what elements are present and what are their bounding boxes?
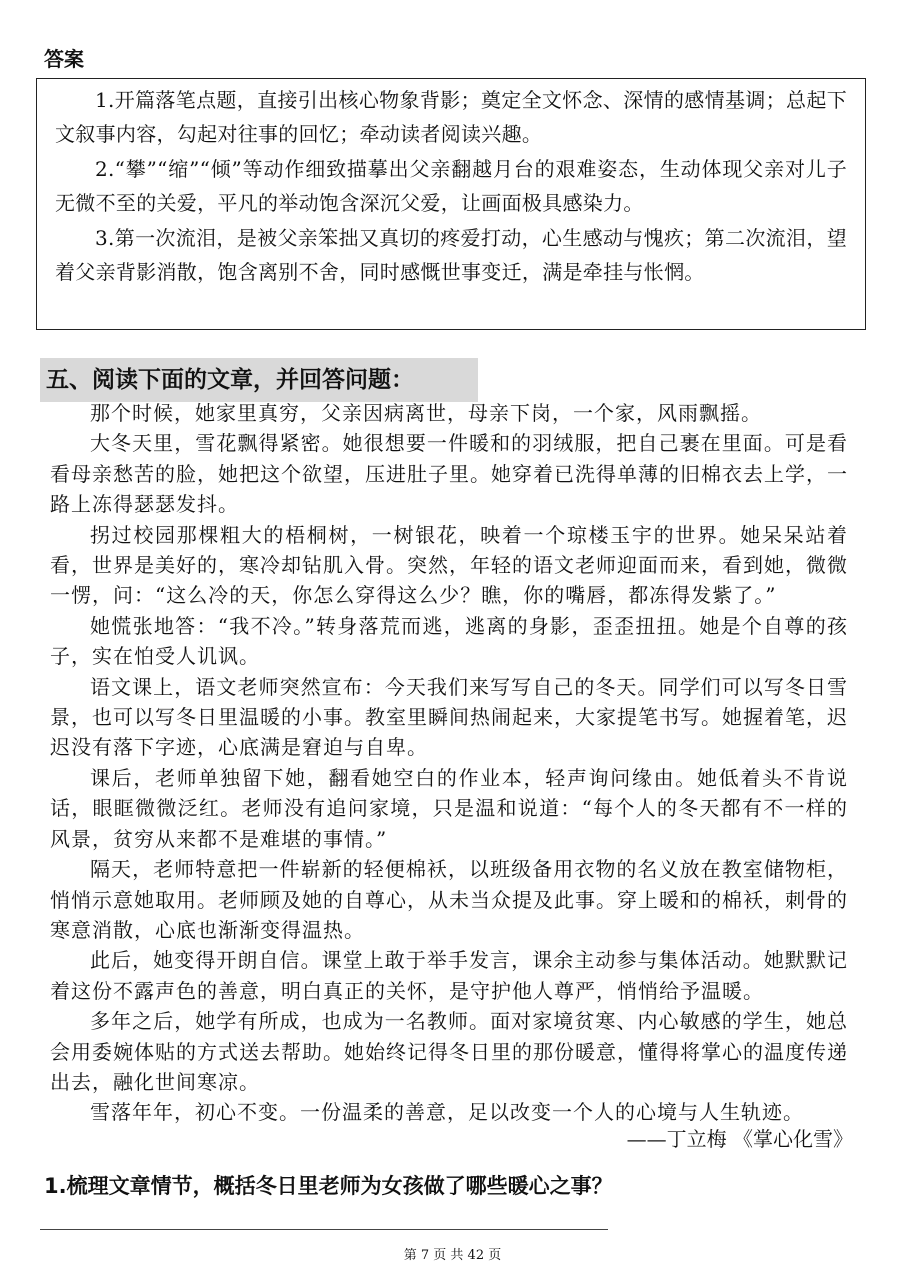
article-paragraph: 隔天，老师特意把一件崭新的轻便棉袄，以班级备用衣物的名义放在教室储物柜，悄悄示意她取用。老师顾及她的自尊心，从未当众提及此事。穿上暖和的棉袄，刺骨的寒意消散，心底也渐渐变得温热。 [50, 857, 848, 942]
answer-item: 3.第一次流泪，是被父亲笨拙又真切的疼爱打动，心生感动与愧疚；第二次流泪，望着父亲背影消散，饱含离别不舍，同时感慨世事变迁，满是牵挂与怅惘。 [55, 225, 847, 285]
article-byline: ——丁立梅 《掌心化雪》 [626, 1127, 853, 1151]
article-paragraph: 大冬天里，雪花飘得紧密。她很想要一件暖和的羽绒服，把自己裹在里面。可是看看母亲愁苦的脸，她把这个欲望，压进肚子里。她穿着已洗得单薄的旧棉衣去上学，一路上冻得瑟瑟发抖。 [50, 431, 848, 517]
article-paragraph: 那个时候，她家里真穷，父亲因病离世，母亲下岗，一个家，风雨飘摇。 [90, 401, 762, 425]
article-paragraph: 雪落年年，初心不变。一份温柔的善意，足以改变一个人的心境与人生轨迹。 [90, 1100, 804, 1125]
section-title: 五、阅读下面的文章，并回答问题： [40, 358, 478, 402]
answer-item: 1.开篇落笔点题，直接引出核心物象背影；奠定全文怀念、深情的感情基调；总起下文叙事内容，勾起对往事的回忆；牵动读者阅读兴趣。 [55, 88, 847, 147]
article-paragraph: 语文课上，语文老师突然宣布：今天我们来写写自己的冬天。同学们可以写冬日雪景，也可以写冬日里温暖的小事。教室里瞬间热闹起来，大家提笔书写。她握着笔，迟迟没有落下字迹，心底满是窘迫与自卑。 [50, 674, 848, 760]
page-number: 第 7 页 共 42 页 [403, 1248, 502, 1263]
article-paragraph: 她慌张地答：“我不冷。”转身落荒而逃，逃离的身影，歪歪扭扭。她是个自尊的孩子，实在怕受人讥讽。 [50, 613, 848, 669]
answer-heading: 答案 [44, 47, 84, 71]
article-paragraph: 多年之后，她学有所成，也成为一名教师。面对家境贫寒、内心敏感的学生，她总会用委婉体贴的方式送去帮助。她始终记得冬日里的那份暖意，懂得将掌心的温度传递出去，融化世间寒凉。 [50, 1009, 848, 1094]
answer-box [36, 78, 866, 330]
article-paragraph: 拐过校园那棵粗大的梧桐树，一树银花，映着一个琼楼玉宇的世界。她呆呆站着看，世界是美好的，寒冷却钻肌入骨。突然，年轻的语文老师迎面而来，看到她，微微一愣，问：“这么冷的天，你怎么穿得这么少？瞧，你的嘴唇，都冻得发紫了。” [50, 522, 848, 608]
article-paragraph: 课后，老师单独留下她，翻看她空白的作业本，轻声询问缘由。她低着头不肯说话，眼眶微微泛红。老师没有追问家境，只是温和说道：“每个人的冬天都有不一样的风景，贫穷从来都不是难堪的事情。” [50, 765, 848, 851]
article-paragraph: 此后，她变得开朗自信。课堂上敢于举手发言，课余主动参与集体活动。她默默记着这份不露声色的善意，明白真正的关怀，是守护他人尊严，悄悄给予温暖。 [50, 948, 848, 1003]
article-body [50, 398, 848, 1128]
question-text: 1.梳理文章情节，概括冬日里老师为女孩做了哪些暖心之事？ [44, 1174, 613, 1198]
answer-item: 2.“攀”“缩”“倾”等动作细致描摹出父亲翻越月台的艰难姿态，生动体现父亲对儿子无微不至的关爱，平凡的举动饱含深沉父爱，让画面极具感染力。 [55, 156, 847, 216]
answer-blank-line [40, 1229, 608, 1230]
